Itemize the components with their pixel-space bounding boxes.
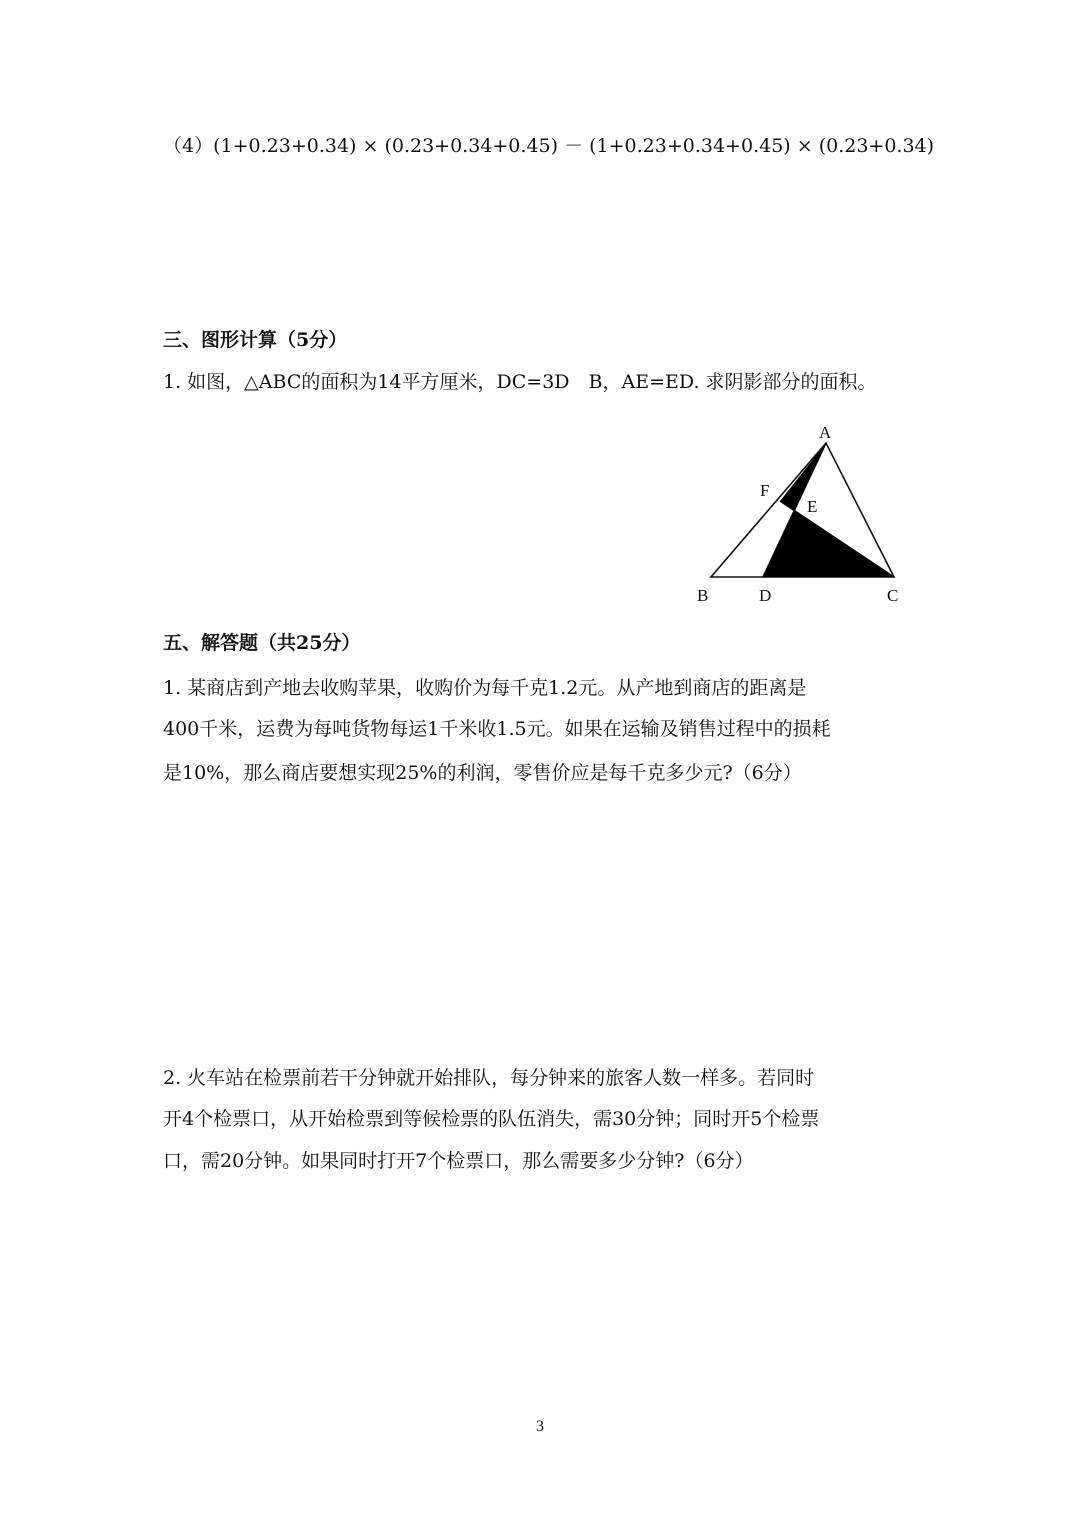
section-5-q2-line-2: 开4个检票口，从开始检票到等候检票的队伍消失，需30分钟；同时开5个检票: [163, 1108, 820, 1130]
section-5-q1-line-2: 400千米，运费为每吨货物每运1千米收1.5元。如果在运输及销售过程中的损耗: [163, 718, 831, 740]
shaded-triangle-edc: [763, 511, 894, 578]
section-5-q2-line-1: 2. 火车站在检票前若干分钟就开始排队，每分钟来的旅客人数一样多。若同时: [163, 1067, 815, 1089]
section-5-heading: 五、解答题（共25分）: [163, 632, 361, 654]
label-c: C: [887, 586, 899, 605]
section-3-heading: 三、图形计算（5分）: [163, 329, 348, 351]
page-number: 3: [536, 1418, 544, 1435]
section-5-q1-line-1: 1. 某商店到产地去收购苹果，收购价为每千克1.2元。从产地到商店的距离是: [163, 677, 807, 699]
triangle-figure: [690, 418, 920, 608]
label-f: F: [760, 481, 770, 500]
label-e: E: [807, 497, 818, 516]
label-a: A: [819, 423, 832, 442]
shaded-triangle-afe: [780, 443, 826, 511]
section-5-q2-line-3: 口，需20分钟。如果同时打开7个检票口，那么需要多少分钟?（6分）: [163, 1150, 754, 1172]
section-5-q1-line-3: 是10%，那么商店要想实现25%的利润，零售价应是每千克多少元?（6分）: [163, 762, 802, 784]
expression-problem-4: （4）(1+0.23+0.34) × (0.23+0.34+0.45) － (1+0.23+0.34+0.45) × (0.23+0.34): [163, 135, 935, 157]
label-b: B: [697, 586, 709, 605]
section-3-question-1: 1. 如图，△ABC的面积为14平方厘米，DC=3D B，AE=ED. 求阴影部分的面积。: [163, 371, 877, 393]
label-d: D: [759, 586, 772, 605]
